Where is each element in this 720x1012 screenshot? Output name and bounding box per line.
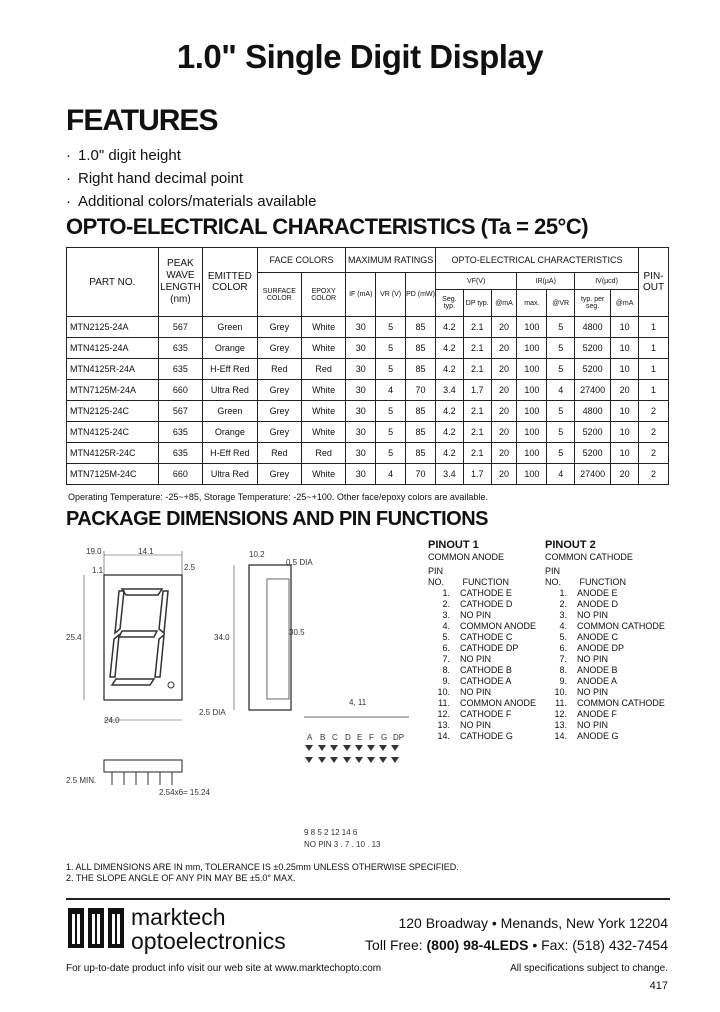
- table-cell: 2.1: [463, 422, 491, 443]
- table-cell: 635: [158, 422, 202, 443]
- table-row: [67, 380, 669, 401]
- dim-34: 34.0: [214, 633, 230, 642]
- table-cell: Orange: [203, 422, 258, 443]
- table-cell: 4.2: [435, 359, 463, 380]
- table-cell: MTN4125R-24A: [67, 359, 159, 380]
- svg-text:F: F: [369, 733, 374, 742]
- pinout-1-cols: PIN NO. FUNCTION: [428, 566, 510, 587]
- th-dptyp: DP typ.: [463, 290, 491, 317]
- table-cell: 100: [517, 317, 547, 338]
- table-cell: 2: [639, 401, 669, 422]
- feature-item: · Additional colors/materials available: [66, 190, 316, 213]
- table-cell: 3.4: [435, 464, 463, 485]
- table-cell: 1.7: [463, 380, 491, 401]
- contact-block: [365, 912, 668, 956]
- dim-10-2: 10.2: [249, 550, 265, 559]
- svg-text:E: E: [357, 733, 363, 742]
- pin-row: 5. ANODE C: [559, 632, 619, 642]
- pin-row: 13. NO PIN: [554, 720, 609, 730]
- package-drawing: [64, 545, 424, 855]
- table-cell: 85: [406, 359, 436, 380]
- table-row: [67, 338, 669, 359]
- address: 120 Broadway • Menands, New York 12204: [398, 915, 668, 931]
- digit-segments: [110, 589, 168, 685]
- table-cell: 100: [517, 422, 547, 443]
- pinout-1-sub: COMMON ANODE: [428, 552, 505, 562]
- table-cell: 4800: [575, 317, 611, 338]
- table-cell: Red: [257, 359, 301, 380]
- table-cell: 85: [406, 422, 436, 443]
- svg-text:B: B: [320, 733, 326, 742]
- pin-row: 10. NO PIN: [554, 687, 609, 697]
- th-pinout: PIN-OUT: [639, 248, 669, 317]
- pin-row: 14. CATHODE G: [437, 731, 513, 741]
- table-cell: 85: [406, 443, 436, 464]
- table-cell: 567: [158, 317, 202, 338]
- pinout-2-sub: COMMON CATHODE: [545, 552, 633, 562]
- diode-symbols: [305, 745, 399, 763]
- table-cell: 30: [346, 422, 376, 443]
- th-atvr: @VR: [547, 290, 575, 317]
- table-cell: 4: [547, 464, 575, 485]
- table-cell: 10: [611, 422, 639, 443]
- pin-row: 11. COMMON CATHODE: [555, 698, 665, 708]
- table-cell: Red: [257, 443, 301, 464]
- th-if: IF (mA): [346, 273, 376, 317]
- table-cell: 5: [376, 338, 406, 359]
- table-cell: 4: [547, 380, 575, 401]
- pin-row: 9. ANODE A: [559, 676, 618, 686]
- dim-2-5-dia: 2.5 DIA: [199, 708, 226, 717]
- table-cell: 1: [639, 380, 669, 401]
- company-line-2: optoelectronics: [131, 928, 286, 954]
- table-cell: MTN2125-24C: [67, 401, 159, 422]
- th-vr: VR (V): [376, 273, 406, 317]
- dim-30-5: 30.5: [289, 628, 305, 637]
- dim-pitch: 2.54x6= 15.24: [159, 788, 210, 797]
- th-peak: PEAK WAVE LENGTH (nm): [158, 248, 202, 317]
- table-cell: White: [301, 380, 345, 401]
- features-list: [66, 144, 316, 213]
- pin-row: 11. COMMON ANODE: [438, 698, 537, 708]
- table-cell: 20: [611, 464, 639, 485]
- pinout-1: [428, 538, 536, 742]
- svg-text:C: C: [332, 733, 338, 742]
- table-cell: 20: [491, 338, 517, 359]
- table-cell: Grey: [257, 464, 301, 485]
- dim-19: 19.0: [86, 547, 102, 556]
- table-cell: 10: [611, 338, 639, 359]
- table-cell: 5: [547, 422, 575, 443]
- table-cell: Red: [301, 443, 345, 464]
- table-cell: Grey: [257, 338, 301, 359]
- table-cell: 4.2: [435, 422, 463, 443]
- table-cell: 4: [376, 464, 406, 485]
- bottom-pin-numbers: 9 8 5 2 12 14 6: [304, 828, 358, 837]
- table-cell: White: [301, 464, 345, 485]
- th-face: FACE COLORS: [257, 248, 346, 273]
- th-max: max.: [517, 290, 547, 317]
- table-cell: 20: [611, 380, 639, 401]
- table-cell: 30: [346, 380, 376, 401]
- pin-row: 12. ANODE F: [554, 709, 618, 719]
- table-cell: Green: [203, 401, 258, 422]
- table-cell: 2.1: [463, 401, 491, 422]
- table-cell: MTN4125-24A: [67, 338, 159, 359]
- table-cell: Ultra Red: [203, 464, 258, 485]
- th-epoxy: EPOXY COLOR: [301, 273, 345, 317]
- table-cell: 635: [158, 359, 202, 380]
- table-cell: 2.1: [463, 338, 491, 359]
- pin-row: 4. COMMON ANODE: [442, 621, 537, 631]
- table-cell: 30: [346, 443, 376, 464]
- table-cell: 2: [639, 443, 669, 464]
- table-cell: 1.7: [463, 464, 491, 485]
- th-ir: IR(µA): [517, 273, 575, 290]
- table-cell: 10: [611, 359, 639, 380]
- table-cell: 567: [158, 401, 202, 422]
- page-number: 417: [649, 980, 668, 992]
- table-row: [67, 317, 669, 338]
- spec-table: [66, 247, 669, 485]
- table-cell: 85: [406, 338, 436, 359]
- phone-line: Toll Free: (800) 98-4LEDS • Fax: (518) 432-7454: [365, 937, 668, 953]
- table-cell: 100: [517, 464, 547, 485]
- table-cell: 5: [376, 401, 406, 422]
- table-cell: 100: [517, 359, 547, 380]
- no-pin-list: NO PIN 3 . 7 . 10 . 13: [304, 840, 381, 849]
- pin-row: 9. CATHODE A: [442, 676, 512, 686]
- th-emitted: EMITTED COLOR: [203, 248, 258, 317]
- table-cell: MTN4125R-24C: [67, 443, 159, 464]
- table-cell: 10: [611, 443, 639, 464]
- dim-14-1: 14.1: [138, 547, 154, 556]
- table-cell: Green: [203, 317, 258, 338]
- th-pd: PD (mW): [406, 273, 436, 317]
- table-cell: Red: [301, 359, 345, 380]
- feature-item: · 1.0" digit height: [66, 144, 316, 167]
- company-line-1: marktech: [131, 904, 226, 930]
- table-cell: White: [301, 422, 345, 443]
- pin-row: 2. CATHODE D: [442, 599, 513, 609]
- table-cell: 5200: [575, 422, 611, 443]
- note-2: 2. THE SLOPE ANGLE OF ANY PIN MAY BE ±5.0° MAX.: [66, 873, 296, 883]
- pin-row: 14. ANODE G: [554, 731, 619, 741]
- table-cell: H-Eff Red: [203, 443, 258, 464]
- footer-disclaimer: All specifications subject to change.: [510, 963, 668, 974]
- table-row: [67, 422, 669, 443]
- table-cell: 20: [491, 317, 517, 338]
- table-cell: 1: [639, 359, 669, 380]
- th-surface: SURFACE COLOR: [257, 273, 301, 317]
- feature-item: · Right hand decimal point: [66, 167, 316, 190]
- table-cell: 5: [547, 338, 575, 359]
- pin-row: 3. NO PIN: [442, 610, 492, 620]
- pin-row: 6. ANODE DP: [559, 643, 625, 653]
- table-cell: H-Eff Red: [203, 359, 258, 380]
- th-segtyp: Seg. typ.: [435, 290, 463, 317]
- pin-row: 2. ANODE D: [559, 599, 619, 609]
- table-cell: 30: [346, 401, 376, 422]
- table-cell: 1: [639, 338, 669, 359]
- table-cell: 3.4: [435, 380, 463, 401]
- table-cell: Grey: [257, 317, 301, 338]
- dimension-notes: [66, 862, 459, 884]
- th-vf: VF(V): [435, 273, 516, 290]
- dim-24: 24.0: [104, 716, 120, 725]
- table-cell: MTN4125-24C: [67, 422, 159, 443]
- table-cell: Grey: [257, 422, 301, 443]
- table-cell: 635: [158, 338, 202, 359]
- table-cell: 4: [376, 380, 406, 401]
- table-row: [67, 464, 669, 485]
- dim-1-1: 1.1: [92, 566, 104, 575]
- th-part: PART NO.: [67, 248, 159, 317]
- dim-0-5-dia: 0.5 DIA: [286, 558, 313, 567]
- table-cell: 10: [611, 317, 639, 338]
- table-cell: 5200: [575, 443, 611, 464]
- segment-letters: [307, 733, 404, 742]
- pinout-1-heading: PINOUT 1: [428, 539, 479, 551]
- pin-row: 1. ANODE E: [559, 588, 618, 598]
- table-cell: White: [301, 401, 345, 422]
- table-cell: 20: [491, 359, 517, 380]
- dim-2-5-min: 2.5 MIN.: [66, 776, 97, 785]
- table-cell: 85: [406, 401, 436, 422]
- table-cell: 5: [547, 401, 575, 422]
- table-cell: 5: [376, 422, 406, 443]
- package-heading: PACKAGE DIMENSIONS AND PIN FUNCTIONS: [66, 508, 489, 530]
- table-cell: 20: [491, 422, 517, 443]
- table-row: [67, 401, 669, 422]
- divider: [66, 898, 670, 900]
- table-row: [67, 443, 669, 464]
- table-cell: 30: [346, 338, 376, 359]
- table-cell: 5: [547, 359, 575, 380]
- dim-2-5: 2.5: [184, 563, 196, 572]
- table-cell: 70: [406, 464, 436, 485]
- pin-row: 6. CATHODE DP: [442, 643, 519, 653]
- table-cell: 27400: [575, 464, 611, 485]
- pin-row: 7. NO PIN: [442, 654, 492, 664]
- table-cell: 30: [346, 317, 376, 338]
- operating-note: Operating Temperature: -25~+85, Storage Temperature: -25~+100. Other face/epoxy colors are available.: [68, 492, 488, 502]
- table-cell: Grey: [257, 380, 301, 401]
- table-cell: 5: [376, 317, 406, 338]
- table-cell: 4.2: [435, 338, 463, 359]
- table-cell: 5: [376, 443, 406, 464]
- table-cell: 1: [639, 317, 669, 338]
- table-cell: 20: [491, 401, 517, 422]
- table-cell: 30: [346, 464, 376, 485]
- dim-25-4: 25.4: [66, 633, 82, 642]
- table-cell: Orange: [203, 338, 258, 359]
- svg-text:D: D: [345, 733, 351, 742]
- table-cell: 100: [517, 380, 547, 401]
- pinout-2-cols: PIN NO. FUNCTION: [545, 566, 627, 587]
- th-opto: OPTO-ELECTRICAL CHARACTERISTICS: [435, 248, 638, 273]
- features-heading: FEATURES: [66, 104, 218, 137]
- toll-number: (800) 98-4LEDS: [426, 937, 529, 953]
- svg-text:G: G: [381, 733, 388, 742]
- th-typper: typ. per seg.: [575, 290, 611, 317]
- table-cell: 4.2: [435, 401, 463, 422]
- th-maxr: MAXIMUM RATINGS: [346, 248, 436, 273]
- table-cell: MTN2125-24A: [67, 317, 159, 338]
- table-cell: 4.2: [435, 317, 463, 338]
- pinout-2: [545, 538, 665, 742]
- table-cell: 20: [491, 464, 517, 485]
- svg-text:DP: DP: [393, 733, 405, 742]
- table-cell: White: [301, 317, 345, 338]
- pin-row: 4. COMMON CATHODE: [559, 621, 665, 631]
- table-cell: White: [301, 338, 345, 359]
- table-cell: 100: [517, 443, 547, 464]
- note-1: 1. ALL DIMENSIONS ARE IN mm, TOLERANCE IS ±0.25mm UNLESS OTHERWISE SPECIFIED.: [66, 862, 459, 872]
- table-cell: 5200: [575, 359, 611, 380]
- pin-row: 8. CATHODE B: [442, 665, 512, 675]
- table-cell: 2.1: [463, 443, 491, 464]
- table-cell: 5: [547, 317, 575, 338]
- table-cell: 5: [376, 359, 406, 380]
- table-cell: 2: [639, 464, 669, 485]
- pin-row: 1. CATHODE E: [442, 588, 512, 598]
- table-cell: 660: [158, 464, 202, 485]
- table-cell: 635: [158, 443, 202, 464]
- table-cell: 85: [406, 317, 436, 338]
- pins: [112, 772, 172, 785]
- table-cell: 100: [517, 401, 547, 422]
- page-title: 1.0" Single Digit Display: [176, 38, 544, 75]
- marktech-logo-icon: [66, 906, 128, 950]
- table-cell: 2.1: [463, 359, 491, 380]
- table-cell: 4.2: [435, 443, 463, 464]
- table-cell: 2: [639, 422, 669, 443]
- table-cell: 70: [406, 380, 436, 401]
- pin-row: 13. NO PIN: [437, 720, 492, 730]
- table-cell: 660: [158, 380, 202, 401]
- fax: • Fax: (518) 432-7454: [532, 937, 668, 953]
- table-cell: Grey: [257, 401, 301, 422]
- table-cell: 30: [346, 359, 376, 380]
- pinout-2-heading: PINOUT 2: [545, 539, 596, 551]
- pin-row: 12. CATHODE F: [437, 709, 512, 719]
- table-cell: 100: [517, 338, 547, 359]
- table-cell: 20: [491, 380, 517, 401]
- pin-row: 8. ANODE B: [559, 665, 618, 675]
- table-cell: 5: [547, 443, 575, 464]
- th-ma1: @mA: [491, 290, 517, 317]
- table-cell: 5200: [575, 338, 611, 359]
- table-cell: 4800: [575, 401, 611, 422]
- th-ma2: @mA: [611, 290, 639, 317]
- table-cell: MTN7125M-24A: [67, 380, 159, 401]
- opto-heading: OPTO-ELECTRICAL CHARACTERISTICS (Ta = 25°C): [66, 214, 589, 239]
- table-cell: 20: [491, 443, 517, 464]
- table-cell: 27400: [575, 380, 611, 401]
- pins-top: 4, 11: [349, 698, 367, 707]
- pin-row: 10. NO PIN: [437, 687, 492, 697]
- svg-text:A: A: [307, 733, 313, 742]
- th-iv: IV(µcd): [575, 273, 639, 290]
- table-row: [67, 359, 669, 380]
- pin-row: 3. NO PIN: [559, 610, 609, 620]
- footer-website: For up-to-date product info visit our web site at www.marktechopto.com: [66, 963, 382, 974]
- table-cell: Ultra Red: [203, 380, 258, 401]
- table-cell: 2.1: [463, 317, 491, 338]
- table-cell: 10: [611, 401, 639, 422]
- company-name: [131, 905, 286, 953]
- table-cell: MTN7125M-24C: [67, 464, 159, 485]
- pin-row: 5. CATHODE C: [442, 632, 513, 642]
- pin-row: 7. NO PIN: [559, 654, 609, 664]
